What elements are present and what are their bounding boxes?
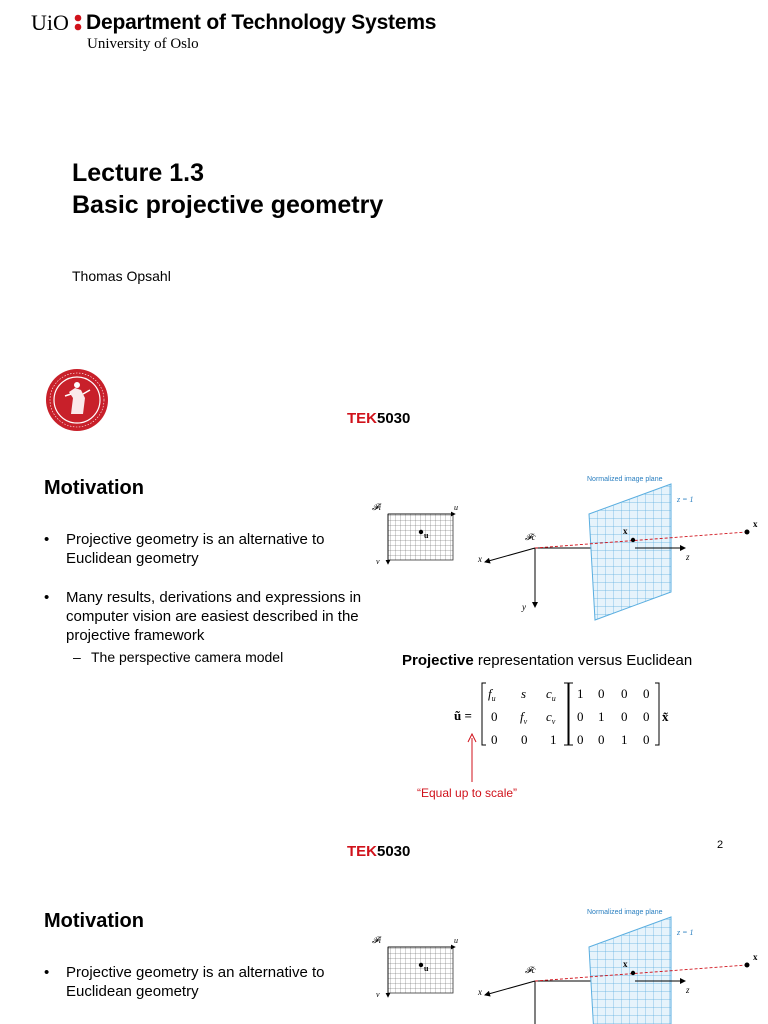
camera-projection-figure [365, 903, 768, 1024]
svg-text:cv: $c_v$ [546, 709, 556, 726]
svg-text:0: 0 [621, 686, 628, 701]
svg-text:1: 1 [598, 709, 605, 724]
svg-text:1: 1 [621, 732, 628, 747]
sub-bullet-item: – The perspective camera model [44, 648, 374, 667]
author-name: Thomas Opsahl [72, 268, 171, 284]
caption-bold: Projective [402, 652, 474, 669]
axis-x-label: x [478, 554, 482, 564]
plane-label: Normalized image plane [587, 476, 663, 483]
point-x-label: x [753, 519, 758, 529]
course-number: 5030 [377, 410, 411, 427]
point-u-label: u [424, 531, 429, 540]
svg-text:0: 0 [643, 686, 650, 701]
course-prefix: TEK [347, 410, 377, 427]
svg-text:0: 0 [491, 709, 498, 724]
uio-logo-dots-icon [74, 13, 82, 33]
caption-rest: representation versus Euclidean [473, 652, 693, 669]
svg-text:0: 0 [598, 686, 605, 701]
frame-c-label: 𝓕c [525, 532, 536, 542]
svg-text:0: 0 [577, 709, 584, 724]
university-seal-icon [45, 368, 109, 432]
course-number: 5030 [377, 843, 411, 860]
bullet-list [44, 963, 374, 1013]
course-code-2 [347, 843, 410, 860]
svg-text:0: 0 [643, 732, 650, 747]
camera-projection-figure [365, 470, 768, 630]
svg-text:0: 0 [643, 709, 650, 724]
frame-i-label: 𝓕i [372, 935, 382, 945]
plane-label: Normalized image plane [587, 909, 663, 916]
scale-arrow-icon [462, 732, 482, 784]
course-prefix: TEK [347, 843, 377, 860]
lecture-number: Lecture 1.3 [72, 159, 205, 187]
svg-text:0: 0 [491, 732, 498, 747]
projection-caption [402, 652, 692, 669]
course-code-1 [347, 410, 410, 427]
axis-u-label: u [454, 503, 458, 512]
x-tilde-label: x̃ [662, 709, 669, 724]
university-name: University of Oslo [87, 36, 199, 52]
axis-v-label: v [376, 990, 380, 999]
svg-text:fv: $f_v$ [520, 709, 528, 726]
svg-text:1: 1 [577, 686, 584, 701]
axis-z-label: z [686, 552, 690, 562]
slide-title: Motivation [44, 910, 144, 932]
bullet-list [44, 530, 374, 667]
z-equals-label: z = 1 [677, 928, 694, 937]
svg-text:s: s [521, 686, 527, 701]
point-u-label: u [424, 964, 429, 973]
svg-text:1: 1 [550, 732, 557, 747]
svg-text:0: 0 [621, 709, 628, 724]
axis-v-label: v [376, 557, 380, 566]
equal-up-to-scale-note: “Equal up to scale” [417, 786, 518, 800]
frame-c-label: 𝓕c [525, 965, 536, 975]
svg-text:fu: $f_u$ [488, 686, 496, 703]
page-number: 2 [717, 839, 724, 851]
lecture-topic: Basic projective geometry [72, 191, 384, 219]
svg-text:0: 0 [577, 732, 584, 747]
slide-title: Motivation [44, 477, 144, 499]
svg-text:0: 0 [521, 732, 528, 747]
u-tilde-label: ũ = [454, 708, 472, 723]
point-x-label: x [753, 952, 758, 962]
department-name: Department of Technology Systems [86, 11, 437, 34]
uio-logo-text: UiO [31, 10, 69, 35]
bullet-item: • Many results, derivations and expressions in computer vision are easiest described in the projective framework [44, 588, 374, 645]
bullet-item: • Projective geometry is an alternative to Euclidean geometry [44, 530, 374, 568]
svg-text:cu: $c_u$ [546, 686, 556, 703]
axis-x-label: x [478, 987, 482, 997]
svg-text:0: 0 [598, 732, 605, 747]
axis-z-label: z [686, 985, 690, 995]
axis-u-label: u [454, 936, 458, 945]
point-x-normalized-label: x [623, 959, 628, 969]
image-grid [388, 947, 453, 993]
frame-i-label: 𝓕i [372, 502, 382, 512]
lecture-title [72, 157, 383, 221]
bullet-item: • Projective geometry is an alternative to Euclidean geometry [44, 963, 374, 1001]
axis-y-label: y [522, 602, 526, 612]
point-x-normalized-label: x [623, 526, 628, 536]
image-grid [388, 514, 453, 560]
z-equals-label: z = 1 [677, 495, 694, 504]
